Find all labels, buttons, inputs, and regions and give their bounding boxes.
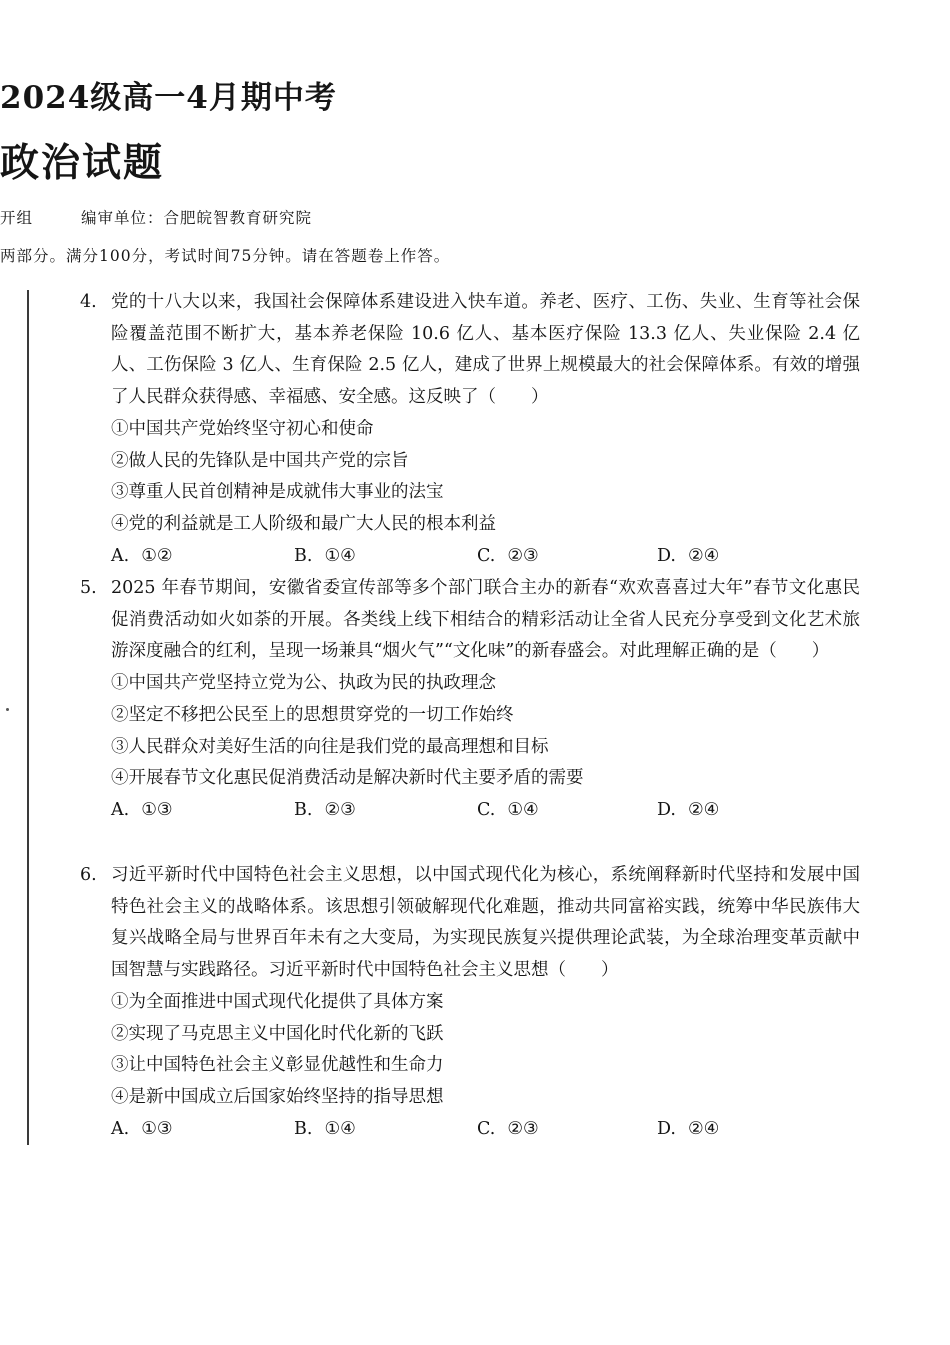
question-4 <box>80 287 860 572</box>
statement-3: ③尊重人民首创精神是成就伟大事业的法宝 <box>111 482 444 503</box>
statement-3: ③让中国特色社会主义彰显优越性和生命力 <box>111 1055 444 1076</box>
question-5 <box>80 573 860 827</box>
option-letter: C. <box>477 799 496 820</box>
option-a <box>111 541 173 573</box>
option-text: ②③ <box>507 1118 539 1139</box>
answer-options <box>80 1114 860 1146</box>
answer-options <box>80 541 860 573</box>
option-text: ②④ <box>687 799 720 820</box>
statement-4: ④党的利益就是工人阶级和最广大人民的根本利益 <box>111 513 496 534</box>
option-b <box>294 1114 356 1146</box>
statement-1: ①中国共产党始终坚守初心和使命 <box>111 418 374 439</box>
option-text: ②③ <box>507 545 539 566</box>
option-text: ②④ <box>687 545 720 566</box>
question-6 <box>80 860 860 1145</box>
statement-3: ③人民群众对美好生活的向往是我们党的最高理想和目标 <box>111 736 549 757</box>
exam-title: 2024级高一4月期中考 <box>0 80 337 116</box>
option-text: ①④ <box>507 799 539 820</box>
option-letter: B. <box>294 799 313 820</box>
option-text: ①③ <box>141 1118 173 1139</box>
exam-instructions: 两部分。满分100分，考试时间75分钟。请在答题卷上作答。 <box>0 247 451 265</box>
option-text: ①② <box>141 545 173 566</box>
subject-title: 政治试题 <box>0 140 165 186</box>
question-text: 2025 年春节期间，安徽省委宣传部等多个部门联合主办的新春“欢欢喜喜过大年”春节文化惠民促消费活动如火如荼的开展。各类线上线下相结合的精彩活动让全省人民充分享受到文化艺术旅游深度融合的红利，呈现一场兼具“烟火气”“文化味”的新春盛会。对此理解正确的是（ ） <box>111 578 860 662</box>
statement-2: ②坚定不移把公民至上的思想贯穿党的一切工作始终 <box>111 704 514 725</box>
option-text: ①③ <box>141 799 173 820</box>
question-stem <box>80 860 860 987</box>
option-c <box>477 541 539 573</box>
question-stem <box>80 573 860 668</box>
option-d <box>657 795 719 827</box>
option-d <box>657 1114 719 1146</box>
option-text: ①④ <box>324 1118 356 1139</box>
editor-line <box>0 206 312 228</box>
statement-4: ④是新中国成立后国家始终坚持的指导思想 <box>111 1086 444 1107</box>
option-b <box>294 795 356 827</box>
statement-2: ②实现了马克思主义中国化时代化新的飞跃 <box>111 1023 444 1044</box>
question-stem <box>80 287 860 414</box>
statement-1: ①为全面推进中国式现代化提供了具体方案 <box>111 991 444 1012</box>
option-a <box>111 1114 173 1146</box>
option-letter: C. <box>477 545 496 566</box>
option-letter: B. <box>294 545 313 566</box>
option-text: ②③ <box>324 799 356 820</box>
margin-rule <box>27 290 29 1145</box>
statement-2: ②做人民的先锋队是中国共产党的宗旨 <box>111 450 409 471</box>
option-letter: B. <box>294 1118 313 1139</box>
question-number: 5. <box>80 578 97 598</box>
option-letter: A. <box>111 1118 130 1139</box>
option-letter: D. <box>657 799 676 820</box>
statement-1: ①中国共产党坚持立党为公、执政为民的执政理念 <box>111 673 496 694</box>
group-label: 开组 <box>0 209 34 227</box>
option-text: ①④ <box>324 545 356 566</box>
option-letter: D. <box>657 1118 676 1139</box>
option-c <box>477 795 539 827</box>
question-number: 4. <box>80 292 97 312</box>
option-d <box>657 541 719 573</box>
scan-dot <box>6 708 9 711</box>
option-b <box>294 541 356 573</box>
question-text: 党的十八大以来，我国社会保障体系建设进入快车道。养老、医疗、工伤、失业、生育等社会保险覆盖范围不断扩大，基本养老保险 10.6 亿人、基本医疗保险 13.3 亿人、失业保险 2.4 亿人、工伤保险 3 亿人、生育保险 2.5 亿人，建成了世界上规模最大的社会保障体系。有效的增强了人民群众获得感、幸福感、安全感。这反映了（ ） <box>111 292 860 408</box>
option-letter: A. <box>111 545 130 566</box>
question-text: 习近平新时代中国特色社会主义思想，以中国式现代化为核心，系统阐释新时代坚持和发展中国特色社会主义的战略体系。该思想引领破解现代化难题，推动共同富裕实践，统筹中华民族伟大复兴战略全局与世界百年未有之大变局，为实现民族复兴提供理论武装，为全球治理变革贡献中国智慧与实践路径。习近平新时代中国特色社会主义思想（ ） <box>111 865 860 981</box>
answer-options <box>80 795 860 827</box>
editor-label: 编审单位：合肥皖智教育研究院 <box>81 209 313 227</box>
option-letter: C. <box>477 1118 496 1139</box>
option-a <box>111 795 173 827</box>
option-c <box>477 1114 539 1146</box>
question-number: 6. <box>80 865 97 885</box>
option-text: ②④ <box>687 1118 720 1139</box>
option-letter: A. <box>111 799 130 820</box>
option-letter: D. <box>657 545 676 566</box>
statement-4: ④开展春节文化惠民促消费活动是解决新时代主要矛盾的需要 <box>111 768 584 789</box>
